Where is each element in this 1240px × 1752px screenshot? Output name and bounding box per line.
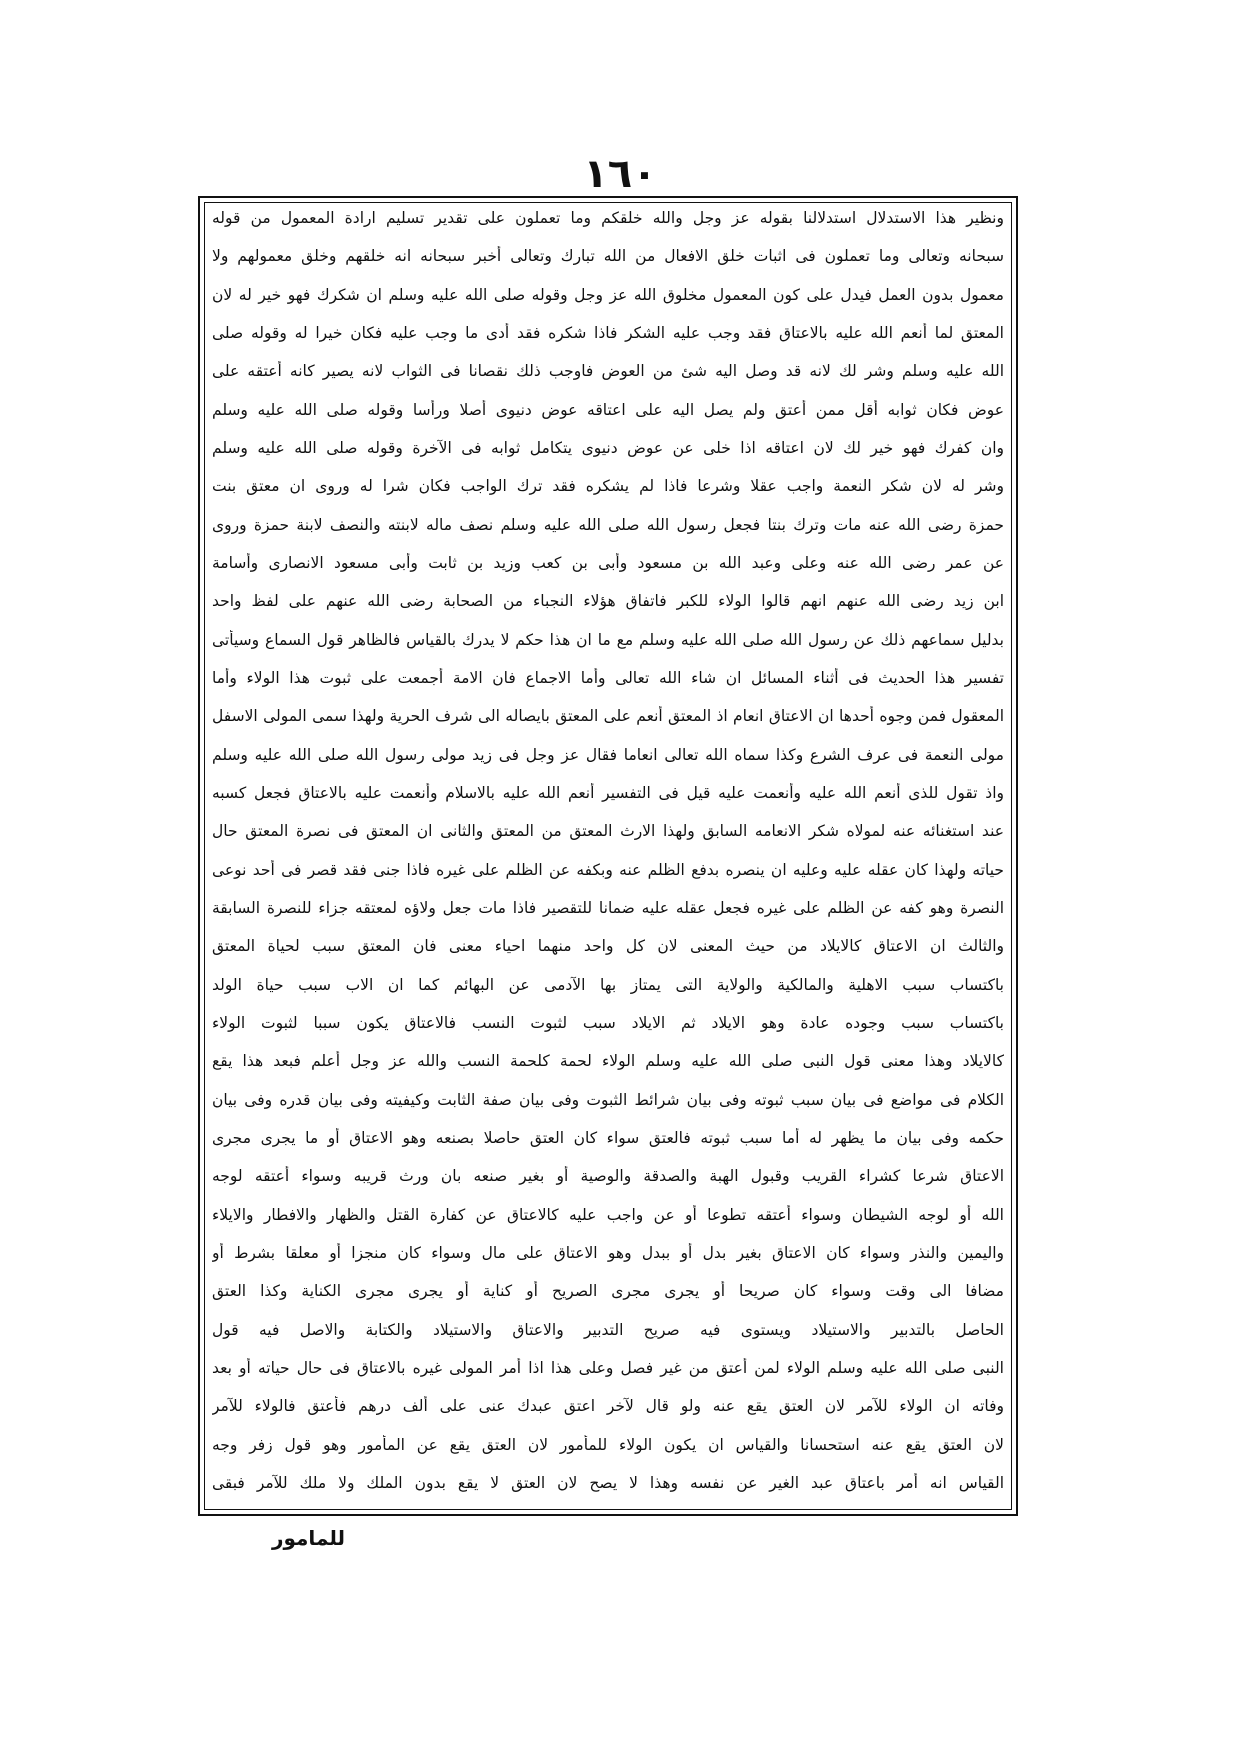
text-line: ونظير هذا الاستدلال استدلالنا بقوله عز وجل والله خلقكم وما تعملون على تقدير تسليم ارادة المعمول من قوله	[212, 209, 1004, 227]
text-line: عند استغنائه عنه لمولاه شكر الانعامه السابق ولهذا الارث المعتق من المعتق والثانى ان المعتق فى نصرة المعتق حال	[212, 822, 1004, 841]
text-line: حياته ولهذا كان عقله عليه وعليه ان ينصره بدفع الظلم عنه وبكفه عن الظلم على غيره فاذا جنى فقد قصر فى أحد نوعى	[212, 860, 1004, 879]
text-line: ابن زيد رضى الله عنهم انهم قالوا الولاء للكبر فاتفاق هؤلاء النجباء من الصحابة رضى الله عنهم على لفظ واحد	[212, 592, 1004, 611]
text-line: تفسير هذا الحديث فى أثناء المسائل ان شاء الله تعالى وأما الاجماع فان الامة أجمعت على ثبوت هذا الولاء وأما	[212, 668, 1004, 687]
text-line: الحاصل بالتدبير والاستيلاد ويستوى فيه صريح التدبير والاعتاق والاستيلاد والكتابة والاصل فيه قول	[212, 1320, 1004, 1339]
text-line: الله أو لوجه الشيطان وسواء أعتقه تطوعا أو عن واجب عليه كالاعتاق عن كفارة القتل والظهار والافطار والايلاء	[212, 1205, 1004, 1224]
text-line: الله عليه وسلم وشر لك لانه قد وصل اليه شئ من العوض فاوجب ذلك نقصانا فى الثواب لانه يصير كانه أعتقه على	[212, 362, 1004, 381]
text-frame	[198, 196, 1018, 1516]
text-line: واذ تقول للذى أنعم الله عليه وأنعمت عليه قيل فى التفسير أنعم الله عليه بالاسلام وأنعمت عليه بالاعتاق فجعل كسبه	[212, 783, 1004, 802]
text-line: مولى النعمة فى عرف الشرع وكذا سماه الله تعالى انعاما فقال عز وجل فى زيد مولى رسول الله صلى الله عليه وسلم	[212, 745, 1004, 764]
text-line: واليمين والنذر وسواء كان الاعتاق بغير بدل أو ببدل وهو الاعتاق على مال وسواء كان منجزا أو معلقا بشرط أو	[212, 1243, 1004, 1262]
body-text	[212, 208, 1004, 1504]
text-line: القياس انه أمر باعتاق عبد الغير عن نفسه وهذا لا يصح لان العتق لا يقع بدون الملك ولا ملك للآمر فبقى	[212, 1473, 1004, 1492]
text-line: عوض فكان ثوابه أقل ممن أعتق ولم يصل اليه على اعتاقه عوض دنيوى أصلا ورأسا وقوله صلى الله عليه وسلم	[212, 400, 1004, 419]
text-line: النبى صلى الله عليه وسلم الولاء لمن أعتق من غير فصل وعلى هذا اذا أمر المولى غيره بالاعتاق فى حال حياته أو بعد	[212, 1358, 1004, 1377]
text-line: المعتق لما أنعم الله عليه بالاعتاق فقد وجب عليه الشكر فاذا شكره فقد أدى ما وجب عليه فكان خيرا له وقوله صلى	[212, 323, 1004, 342]
text-line: الاعتاق شرعا كشراء القريب وقبول الهبة والصدقة والوصية أو بغير صنعه بان ورث قريبه وسواء أعتقه لوجه	[212, 1167, 1004, 1186]
text-line: المعقول فمن وجوه أحدها ان الاعتاق انعام اذ المعتق أنعم على المعتق بايصاله الى شرف الحرية ولهذا سمى المولى الاسفل	[212, 707, 1004, 726]
text-line: حمزة رضى الله عنه مات وترك بنتا فجعل رسول الله صلى الله عليه وسلم نصف ماله لابنته والنصف لابنة حمزة وروى	[212, 515, 1004, 534]
text-line: بدليل سماعهم ذلك عن رسول الله صلى الله عليه وسلم مع ما ان هذا حكم لا يدرك بالقياس فالظاهر قول السماع وسيأتى	[212, 630, 1004, 649]
text-line: الكلام فى مواضع فى بيان سبب ثبوته وفى بيان شرائط الثبوت وفى بيان صفة الثابت وكيفيته وفى بيان قدره وفى بيان	[212, 1090, 1004, 1109]
text-line: لان العتق يقع عنه استحسانا والقياس ان يكون الولاء للمأمور لان العتق يقع عن المأمور وهو قول زفر وجه	[212, 1435, 1004, 1454]
text-line: وان كفرك فهو خير لك لان اعتاقه اذا خلى عن عوض دنيوى يتكامل ثوابه فى الآخرة وقوله صلى الله عليه وسلم	[212, 438, 1004, 457]
text-line: عن عمر رضى الله عنه وعلى وعبد الله بن مسعود وأبى بن كعب وزيد بن ثابت وأبى مسعود الانصارى وأسامة	[212, 553, 1004, 572]
text-line: باكتساب سبب وجوده عادة وهو الايلاد ثم الايلاد سبب لثبوت النسب فالاعتاق يكون سببا لثبوت الولاء	[212, 1013, 1004, 1032]
text-line: سبحانه وتعالى وما تعملون فى اثبات خلق الافعال من الله تبارك وتعالى أخبر سبحانه انه خلقهم وخلق معمولهم ولا	[212, 247, 1004, 266]
text-line: مضافا الى وقت وسواء كان صريحا أو يجرى مجرى الصريح أو كناية أو يجرى مجرى الكناية وكذا العتق	[212, 1282, 1004, 1301]
text-line: النصرة وهو كفه عن الظلم على غيره فجعل عقله عليه ضمانا للتقصير فاذا مات جعل ولاؤه لمعتقه جزاء للنصرة السابقة	[212, 898, 1004, 917]
text-line: حكمه وفى بيان ما يظهر له أما سبب ثبوته فالعتق سواء كان العتق حاصلا بصنعه وهو الاعتاق أو ما يجرى مجرى	[212, 1128, 1004, 1147]
text-line: معمول بدون العمل فيدل على كون المعمول مخلوق الله عز وجل وقوله صلى الله عليه وسلم ان شكرك فهو خير له لان	[212, 285, 1004, 304]
page-number: ١٦٠	[583, 151, 657, 197]
text-line: باكتساب سبب الاهلية والمالكية والولاية التى يمتاز بها الآدمى عن البهائم كما ان الاب سبب حياة الولد	[212, 975, 1004, 994]
text-line: كالايلاد وهذا معنى قول النبى صلى الله عليه وسلم الولاء لحمة كلحمة النسب والله عز وجل أعلم فبعد هذا يقع	[212, 1052, 1004, 1071]
catchword: للمامور	[272, 1526, 346, 1550]
text-line: وشر له لان شكر النعمة واجب عقلا وشرعا فاذا لم يشكره فقد ترك الواجب فكان شرا له وروى ان معتق بنت	[212, 477, 1004, 496]
text-line: والثالث ان الاعتاق كالايلاد من حيث المعنى لان كل واحد منهما احياء معنى فان المعتق سبب لحياة المعتق	[212, 937, 1004, 956]
text-line: وفاته ان الولاء للآمر لان العتق يقع عنه ولو قال لآخر اعتق عبدك عنى على ألف درهم فأعتق فالولاء للآمر	[212, 1397, 1004, 1416]
